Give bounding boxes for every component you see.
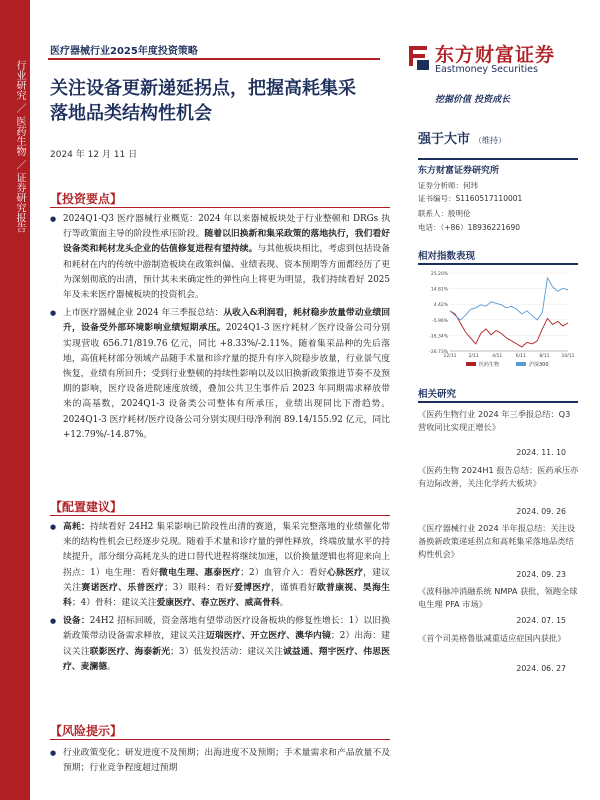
text-run: ，谨慎看好 (270, 582, 317, 593)
related-item[interactable]: 《波科脉冲消融系统 NMPA 获批，领跑全球电生理 PFA 市场》 (418, 586, 578, 609)
related-title: 相关研究 (418, 389, 457, 400)
report-type: 医疗器械行业2025年度投资策略 (50, 46, 198, 57)
y-tick-label: 14.81% (430, 287, 448, 293)
section-risk-label: 【风险提示】 (50, 724, 123, 738)
bullet-high-value-consumables (50, 520, 390, 611)
rating (418, 128, 506, 147)
sidebar (0, 0, 30, 800)
company-names: 爱博医疗 (234, 582, 271, 593)
logo (405, 40, 575, 110)
x-tick-label: 2/11 (468, 354, 479, 359)
text-run-bold: 从收入&利润看，耗材稳步放量带动业绩回升，设备受外部环境影响业绩短期承压。 (63, 308, 390, 334)
related-item[interactable]: 《医药生物 2024H1 报告总结：医药承压亦有边际改善，关注化学药大板块》 (418, 465, 579, 488)
company-names: 赛诺医疗、乐普医疗 (81, 582, 165, 593)
legend-label: 医药生物 (479, 362, 500, 368)
legend-label: 沪深300 (529, 362, 549, 368)
series-line (450, 278, 568, 320)
rating-sub: （维持） (474, 136, 507, 145)
institute-name: 东方财富证券研究所 (418, 166, 500, 176)
x-tick-label: 10/11 (561, 354, 575, 359)
text-run: 上市医疗器械企业 2024 年三季报总结： (63, 308, 224, 319)
contact-name: 联系人：殷明伦 (418, 209, 471, 218)
chart-title: 相对指数表现 (418, 251, 476, 262)
title-line-2: 落地品类结构性机会 (50, 103, 212, 124)
related-date: 2024. 07. 15 (516, 616, 566, 625)
section-risk (50, 722, 390, 740)
company-names: 诚益通、翔宇医疗、伟思医疗、麦澜德 (63, 646, 390, 672)
text-run: 2024Q1-Q3 医疗器械行业概览：2024 年以来器械板块处于行业整顿和 DRGs 执行等政策面主导的阶段性承压阶段。 (63, 214, 390, 240)
text-run: ；3）眼科：看好 (164, 582, 235, 593)
text-run: ，建议关注 (63, 567, 390, 593)
right-rule (418, 401, 578, 403)
text-run-bold: 设备： (63, 616, 90, 627)
relative-performance-chart (418, 265, 580, 375)
section-investment-points-label: 【投资要点】 (50, 192, 123, 206)
report-title (50, 76, 390, 126)
risk-body (50, 746, 390, 779)
section-rule (50, 739, 390, 741)
related-item[interactable]: 《首个司美格鲁肽减重适应症国内获批》 (418, 633, 566, 643)
rating-title: 强于大市 (418, 132, 471, 147)
section-allocation (50, 498, 390, 516)
logo-mark-icon (405, 40, 431, 72)
y-tick-label: 4.42% (433, 303, 448, 309)
text-run: 持续看好 24H2 集采影响已阶段性出清的赛道，集采完整落地的业绩催化带来的结构性机会已经逐步兑现。随着手术量和诊疗量的弹性释放，终端放量水平的持续提升，部分细分高耗龙头的进口替代进程将继续加速，以价换量逻辑也将迎来向上拐点：1）电生理：看好 (63, 522, 390, 578)
related-date: 2024. 11. 10 (516, 448, 566, 457)
bullet-risk (50, 746, 390, 776)
section-investment-points (50, 190, 390, 208)
y-tick-label: 25.20% (430, 272, 448, 277)
text-run: ；4）骨科：建议关注 (71, 598, 157, 609)
text-run-bold: 随着以旧换新和集采政策的落地执行，我们看好设备类和耗材龙头企业的估值修复进程有望持续。 (63, 229, 390, 255)
investment-points-body (50, 212, 390, 446)
section-rule (50, 207, 390, 209)
header-rule (48, 58, 380, 60)
text-run: ；3）低发投活动：建议关注 (170, 646, 283, 657)
logo-slogan: 挖掘价值 投资成长 (435, 95, 511, 105)
section-rule (50, 515, 390, 517)
y-tick-label: -16.34% (429, 334, 448, 340)
company-names: 心脉医疗 (327, 567, 364, 578)
y-tick-label: -5.96% (432, 318, 448, 324)
text-run: 行业政策变化；研发进度不及预期；出海进度不及预期；手术量需求和产品放量不及预期；行业竞争程度超过预期 (63, 748, 390, 774)
text-run: 24H2 招标回暖，资金落地有望带动医疗设备板块的修复性增长：1）以旧换新政策带动设备需求释放，建议关注 (63, 616, 390, 642)
x-tick-label: 8/11 (539, 354, 550, 359)
related-date: 2024. 09. 26 (516, 507, 566, 516)
related-date: 2024. 06. 27 (516, 664, 566, 673)
allocation-body (50, 520, 390, 678)
legend-swatch (516, 362, 526, 366)
x-tick-label: 12/11 (443, 354, 457, 359)
bullet-industry-overview (50, 212, 390, 303)
text-run: 与其他板块相比，考虑到包括设备和耗材在内的传统中游制造板块在政策纠偏、业绩表现、资本预期等方面都经历了更为深刻彻底的出清，预计其未来确定性的弹性向上将更为明显，我们持续看好 2025 年及未来医疗器械板块的投资机会。 (63, 244, 390, 301)
company-names: 爱康医疗、春立医疗、威高骨科 (156, 598, 280, 609)
x-tick-label: 4/11 (492, 354, 503, 359)
company-names: 联影医疗、海泰新光 (89, 646, 171, 657)
contact-phone: 电话：（+86）18936221690 (418, 223, 521, 232)
legend-swatch (466, 362, 476, 366)
sidebar-label: 行业研究 ／ 医药生物 ／ 证券研究报告 (14, 60, 25, 233)
text-run: ；2）出海：建议关注 (63, 631, 390, 657)
title-line-1: 关注设备更新递延拐点，把握高耗集采 (50, 78, 356, 99)
analyst-name: 证券分析师：何玮 (418, 181, 478, 190)
related-date: 2024. 09. 23 (516, 570, 566, 579)
analyst-cert: 证书编号：S1160517110001 (418, 194, 523, 203)
text-run: 。 (279, 598, 289, 609)
related-item[interactable]: 《医药生物行业 2024 年三季报总结：Q3 营收同比实现正增长》 (418, 409, 571, 432)
related-item[interactable]: 《医疗器械行业 2024 半年报总结：关注设备换新政策递延拐点和高耗集采落地品类结构性机会》 (418, 523, 576, 559)
company-names: 微电生理、惠泰医疗 (159, 567, 241, 578)
x-tick-label: 6/11 (515, 354, 526, 359)
text-run-bold: 高耗： (63, 522, 90, 532)
logo-name-cn: 东方财富证券 (435, 44, 556, 66)
company-names: 迈瑞医疗、开立医疗、澳华内镜 (205, 631, 331, 642)
company-names: 欧普康视、昊海生科 (63, 582, 390, 609)
bullet-q3-summary (50, 306, 390, 443)
text-run: 2024Q1-3 医疗耗材／医疗设备公司分别实现营收 656.71/819.76 亿元，同比 +8.33%/-2.11%。随着集采品种的先后落地，高值耗材部分领域产品随手术量和诊疗量的提升有序入院稳步放量，行业景气度恢复，业绩有所回升；受到行业整顿的持续性影响以及以旧换新政策推进节奏不及预期的影响，医疗设备进院速度放缓，叠加公共卫生事件后 2023 年同期需求释放带来的高基数，2024Q1-3 设备类公司整体有所承压，业绩出现同比下滑趋势。2024Q1-3 医疗耗材/医疗设备公司分别实现归母净利润 89.14/155.92 亿元，同比+12.79%/-14.87%。 (63, 323, 390, 440)
text-run: 。 (107, 661, 116, 672)
bullet-equipment (50, 614, 390, 675)
right-rule (418, 158, 578, 160)
section-allocation-label: 【配置建议】 (50, 500, 123, 514)
report-date: 2024 年 12 月 11 日 (50, 150, 138, 160)
y-tick-label: -26.73% (429, 350, 448, 355)
logo-name-en: Eastmoney Securities (435, 64, 538, 75)
text-run: ；2）血管介入：看好 (240, 567, 328, 578)
series-line (450, 311, 568, 347)
